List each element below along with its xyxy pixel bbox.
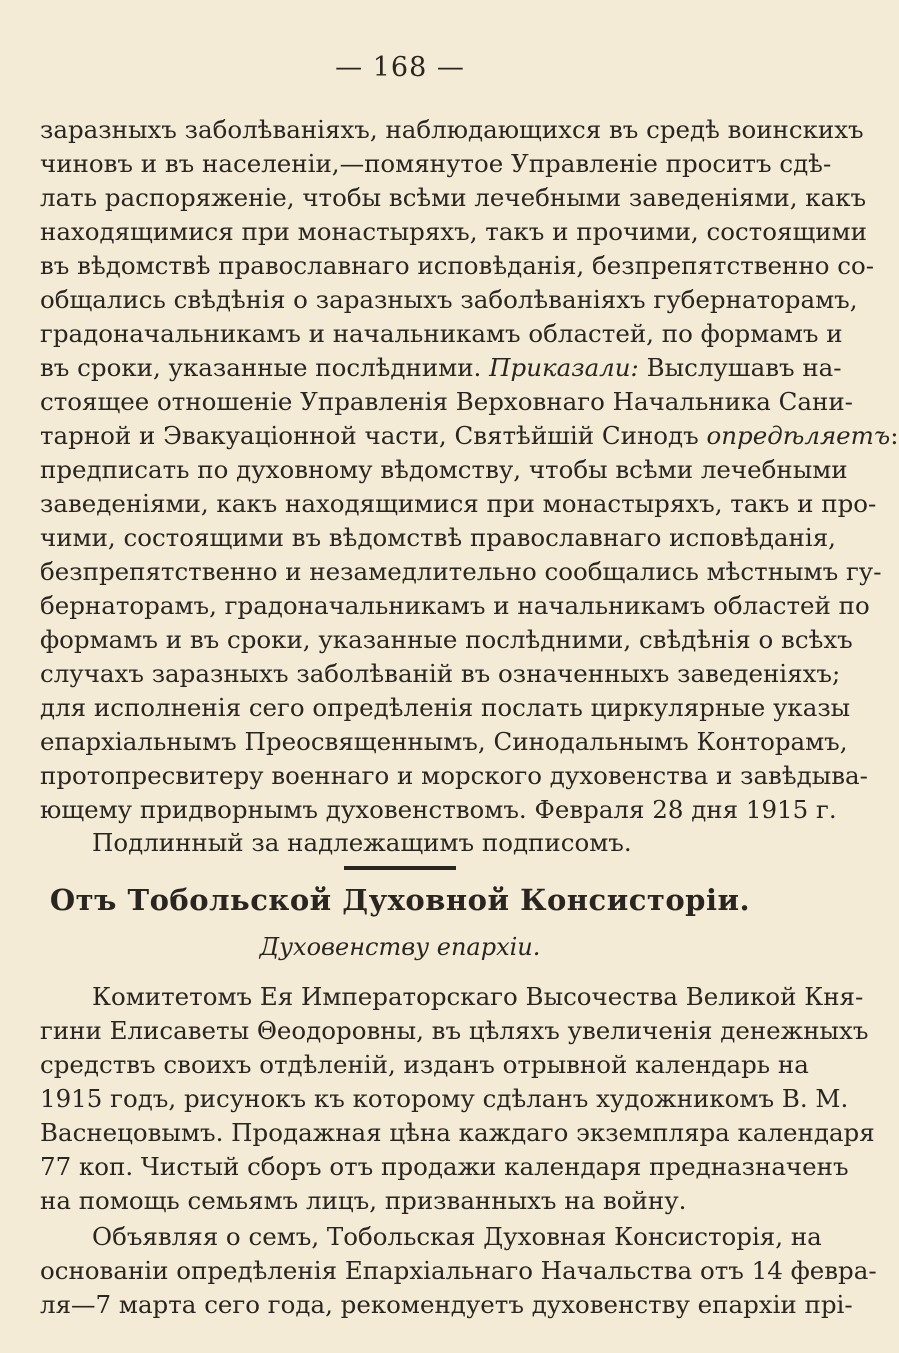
text-line: 77 коп. Чистый сборъ отъ продажи календаря предназначенъ xyxy=(40,1152,849,1181)
text-line: ля—7 марта сего года, рекомендуетъ духовенству епархіи прі- xyxy=(40,1290,853,1319)
text-line xyxy=(40,419,899,453)
section-divider xyxy=(344,866,456,870)
text-line: находящимися при монастыряхъ, такъ и прочими, состоящими xyxy=(40,217,867,246)
text-line: чиновъ и въ населеніи,—помянутое Управленіе проситъ сдѣ- xyxy=(40,149,832,178)
text-line: протопресвитеру военнаго и морского духовенства и завѣдыва- xyxy=(40,761,868,790)
text-line: градоначальникамъ и начальникамъ областей, по формамъ и xyxy=(40,319,843,348)
text-run: въ сроки, указанные послѣдними. xyxy=(40,353,490,382)
text-line: общались свѣдѣнія о заразныхъ заболѣваніяхъ губернаторамъ, xyxy=(40,285,858,314)
text-line: бернаторамъ, градоначальникамъ и начальникамъ областей по xyxy=(40,591,870,620)
text-line: основаніи опредѣленія Епархіальнаго Начальства отъ 14 февра- xyxy=(40,1256,877,1285)
page-number: — 168 — xyxy=(335,52,465,83)
text-line: 1915 годъ, рисунокъ къ которому сдѣланъ художникомъ В. М. xyxy=(40,1084,849,1113)
text-line: заведеніями, какъ находящимися при монастыряхъ, такъ и про- xyxy=(40,489,877,518)
section-heading: Отъ Тобольской Духовной Консисторіи. xyxy=(49,883,751,917)
text-line: на помощь семьямъ лицъ, призванныхъ на войну. xyxy=(40,1186,687,1215)
text-line: епархіальнымъ Преосвященнымъ, Синодальнымъ Конторамъ, xyxy=(40,727,848,756)
text-line: лать распоряженіе, чтобы всѣми лечебными заведеніями, какъ xyxy=(40,183,867,212)
section-subheading: Духовенству епархіи. xyxy=(259,933,541,961)
text-line: стоящее отношеніе Управленія Верховнаго Начальника Сани- xyxy=(40,387,853,416)
text-line: ющему придворнымъ духовенствомъ. Февраля 28 дня 1915 г. xyxy=(40,795,837,824)
text-line: средствъ своихъ отдѣленій, изданъ отрывной календарь на xyxy=(40,1050,809,1079)
text-line: заразныхъ заболѣваніяхъ, наблюдающихся въ средѣ воинскихъ xyxy=(40,115,864,144)
text-line xyxy=(40,351,842,385)
text-line: случахъ заразныхъ заболѣваній въ означенныхъ заведеніяхъ; xyxy=(40,659,841,688)
text-line: безпрепятственно и незамедлительно сообщались мѣстнымъ гу- xyxy=(40,557,882,586)
text-line: въ вѣдомствѣ православнаго исповѣданія, безпрепятственно со- xyxy=(40,251,874,280)
text-line: чими, состоящими въ вѣдомствѣ православнаго исповѣданія, xyxy=(40,523,836,552)
text-line: Комитетомъ Ея Императорскаго Высочества Великой Кня- xyxy=(92,982,864,1011)
text-line: Объявляя о семъ, Тобольская Духовная Консисторія, на xyxy=(92,1222,822,1251)
text-run: : xyxy=(890,421,899,450)
text-line: формамъ и въ сроки, указанные послѣдними, свѣдѣнія о всѣхъ xyxy=(40,625,853,654)
text-line: гини Елисаветы Θеодоровны, въ цѣляхъ увеличенія денежныхъ xyxy=(40,1016,869,1045)
text-line: предписать по духовному вѣдомству, чтобы всѣми лечебными xyxy=(40,455,848,484)
text-run: Выслушавъ на- xyxy=(638,353,842,382)
italic-term-opredelyaet: опредѣляетъ xyxy=(706,421,891,450)
text-line: для исполненія сего опредѣленія послать циркулярные указы xyxy=(40,693,851,722)
text-run: тарной и Эвакуаціонной части, Святѣйшій Синодъ xyxy=(40,421,707,450)
signature-line: Подлинный за надлежащимъ подписомъ. xyxy=(92,828,632,857)
text-line: Васнецовымъ. Продажная цѣна каждаго экземпляра календаря xyxy=(40,1118,875,1147)
italic-term-prikazali: Приказали: xyxy=(489,353,639,382)
